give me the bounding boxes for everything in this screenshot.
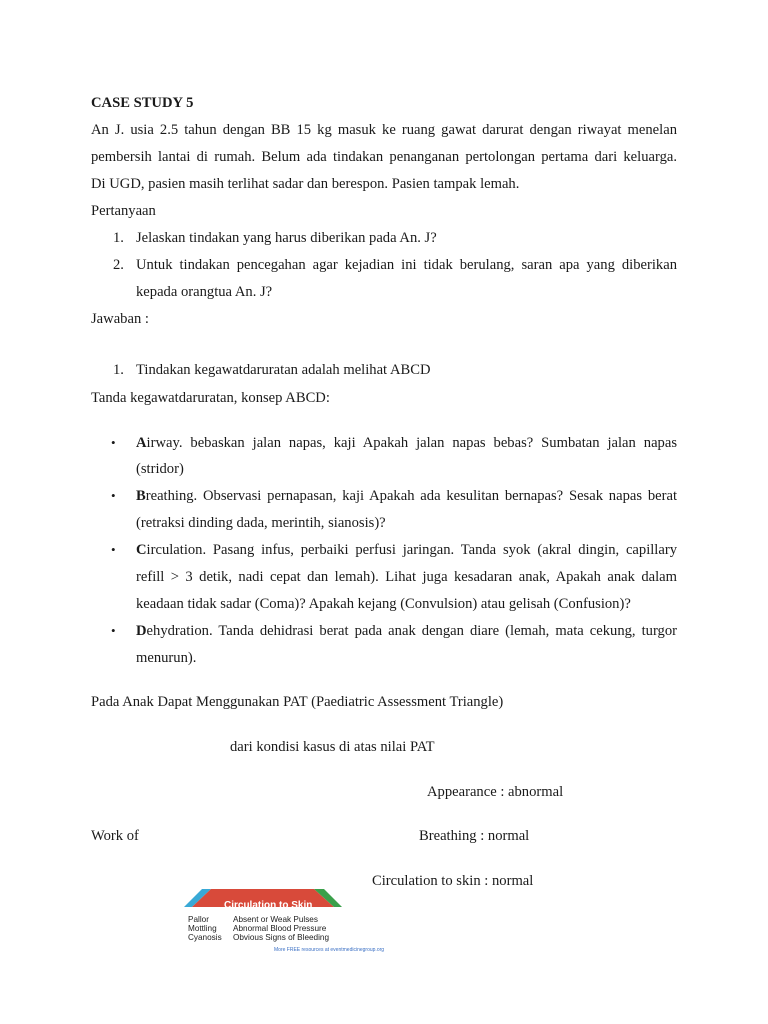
bullet-letter: B xyxy=(136,488,146,504)
pat-left-item: Mottling xyxy=(188,924,217,933)
intro-line: An J. usia 2.5 tahun dengan BB 15 kg masuk ke ruang gawat darurat dengan riwayat menelan xyxy=(91,122,677,138)
pat-figure-title: Circulation to Skin xyxy=(224,900,313,911)
answer-text: Tindakan kegawatdaruratan adalah melihat ABCD xyxy=(136,362,431,378)
bullet-text: menurun). xyxy=(136,650,197,666)
intro-line: pembersih lantai di rumah. Belum ada tindakan penanganan pertolongan pertama dari keluarga. xyxy=(91,149,677,165)
bullet-dot: • xyxy=(111,435,116,450)
answer-number: 1. xyxy=(113,362,124,378)
bullet-letter: C xyxy=(136,542,147,558)
abcd-intro: Tanda kegawatdaruratan, konsep ABCD: xyxy=(91,390,330,406)
answer-heading: Jawaban : xyxy=(91,311,149,327)
bullet-text: refill > 3 detik, nadi cepat dan lemah). Lihat juga kesadaran anak, Apakah anak dalam xyxy=(136,569,677,585)
bullet-letter: D xyxy=(136,623,147,639)
bullet-dehydration-line xyxy=(136,622,677,640)
pat-right-item: Abnormal Blood Pressure xyxy=(233,924,327,933)
intro-line: Di UGD, pasien masih terlihat sadar dan berespon. Pasien tampak lemah. xyxy=(91,176,520,192)
bullet-text: (stridor) xyxy=(136,461,184,477)
pat-right-item: Obvious Signs of Bleeding xyxy=(233,933,330,942)
bullet-text: ehydration. Tanda dehidrasi berat pada anak dengan diare (lemah, mata cekung, turgor xyxy=(146,623,677,639)
bullet-circulation-line xyxy=(136,541,677,559)
work-of-label: Work of xyxy=(91,828,139,844)
pat-left-item: Pallor xyxy=(188,915,209,924)
question-number: 2. xyxy=(113,257,124,273)
bullet-letter: A xyxy=(136,435,147,451)
bullet-dot: • xyxy=(111,488,116,503)
questions-heading: Pertanyaan xyxy=(91,203,156,219)
appearance-result: Appearance : abnormal xyxy=(427,784,564,800)
breathing-result: Breathing : normal xyxy=(419,828,530,844)
pat-footer-link: More FREE resources at eventmedicinegroup.org xyxy=(274,947,385,953)
pat-result-intro: dari kondisi kasus di atas nilai PAT xyxy=(230,739,435,755)
bullet-breathing-line xyxy=(136,487,677,505)
bullet-text: irculation. Pasang infus, perbaiki perfusi jaringan. Tanda syok (akral dingin, capillary xyxy=(146,542,677,558)
question-text: kepada orangtua An. J? xyxy=(136,284,273,300)
bullet-text: reathing. Observasi pernapasan, kaji Apakah ada kesulitan bernapas? Sesak napas berat xyxy=(145,488,677,504)
bullet-dot: • xyxy=(111,623,116,638)
pat-right-item: Absent or Weak Pulses xyxy=(233,915,318,924)
pat-intro: Pada Anak Dapat Menggunakan PAT (Paediatric Assessment Triangle) xyxy=(91,694,504,710)
circulation-result: Circulation to skin : normal xyxy=(372,873,534,889)
bullet-dot: • xyxy=(111,542,116,557)
bullet-text: (retraksi dinding dada, merintih, sianosis)? xyxy=(136,515,386,531)
question-text: Untuk tindakan pencegahan agar kejadian ini tidak berulang, saran apa yang diberikan xyxy=(136,257,677,273)
bullet-text: keadaan tidak sadar (Coma)? Apakah kejang (Convulsion) atau gelisah (Confusion)? xyxy=(136,596,631,612)
pat-left-item: Cyanosis xyxy=(188,933,222,942)
bullet-text: irway. bebaskan jalan napas, kaji Apakah jalan napas bebas? Sumbatan jalan napas xyxy=(146,435,677,451)
case-title: CASE STUDY 5 xyxy=(91,95,194,111)
pat-triangle-figure xyxy=(178,885,438,957)
bullet-airway-line xyxy=(136,434,677,452)
question-text: Jelaskan tindakan yang harus diberikan pada An. J? xyxy=(136,230,437,246)
question-number: 1. xyxy=(113,230,124,246)
